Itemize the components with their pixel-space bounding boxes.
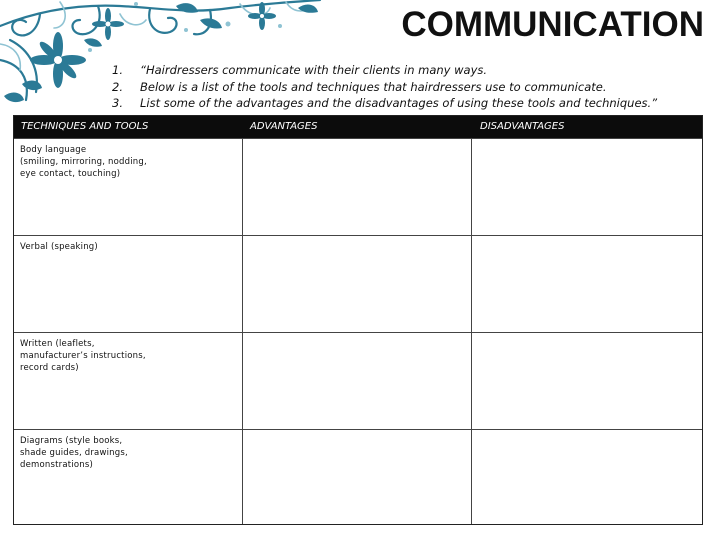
disadvantages-text — [472, 430, 702, 435]
instruction-text: List some of the advantages and the disadvantages of using these tools and techniques.” — [140, 96, 658, 110]
disadvantages-text — [472, 236, 702, 241]
page-title: COMMUNICATION — [401, 5, 704, 44]
disadvantages-text — [472, 139, 702, 144]
instruction-number: 3. — [112, 96, 123, 110]
disadvantages-cell[interactable] — [472, 430, 702, 524]
technique-label: Diagrams (style books, shade guides, drawings, demonstrations) — [20, 436, 128, 470]
advantages-text — [243, 430, 471, 435]
disadvantages-cell[interactable] — [472, 139, 702, 235]
instruction-number: 2. — [112, 79, 123, 94]
technique-cell — [14, 236, 243, 332]
table-row — [14, 235, 702, 332]
disadvantages-text — [472, 333, 702, 338]
advantages-cell[interactable] — [243, 333, 472, 429]
advantages-cell[interactable] — [243, 430, 472, 524]
advantages-text — [243, 139, 471, 144]
header-techniques: TECHNIQUES AND TOOLS — [21, 121, 149, 132]
technique-cell — [14, 430, 243, 524]
instruction-item — [112, 62, 657, 79]
technique-label: Verbal (speaking) — [20, 242, 98, 252]
table-header-row — [14, 116, 702, 138]
technique-cell — [14, 333, 243, 429]
communication-table — [13, 115, 703, 525]
technique-label: Written (leaflets, manufacturer’s instructions, record cards) — [20, 339, 146, 373]
instruction-number: 1. — [112, 63, 123, 77]
instruction-text: “Hairdressers communicate with their clients in many ways. — [140, 63, 488, 77]
technique-label: Body language (smiling, mirroring, nodding, eye contact, touching) — [20, 145, 147, 179]
disadvantages-cell[interactable] — [472, 333, 702, 429]
instruction-item — [112, 79, 657, 96]
instruction-item — [112, 95, 657, 112]
header-advantages: ADVANTAGES — [250, 121, 318, 132]
table-row — [14, 138, 702, 235]
advantages-cell[interactable] — [243, 236, 472, 332]
advantages-text — [243, 236, 471, 241]
header-disadvantages: DISADVANTAGES — [480, 121, 565, 132]
technique-cell — [14, 139, 243, 235]
instruction-text: Below is a list of the tools and techniques that hairdressers use to communicate. — [140, 79, 607, 94]
table-row — [14, 332, 702, 429]
table-row — [14, 429, 702, 524]
advantages-text — [243, 333, 471, 338]
flower-large — [30, 32, 86, 88]
flower-small — [92, 8, 124, 40]
instructions-list — [112, 62, 657, 112]
disadvantages-cell[interactable] — [472, 236, 702, 332]
advantages-cell[interactable] — [243, 139, 472, 235]
